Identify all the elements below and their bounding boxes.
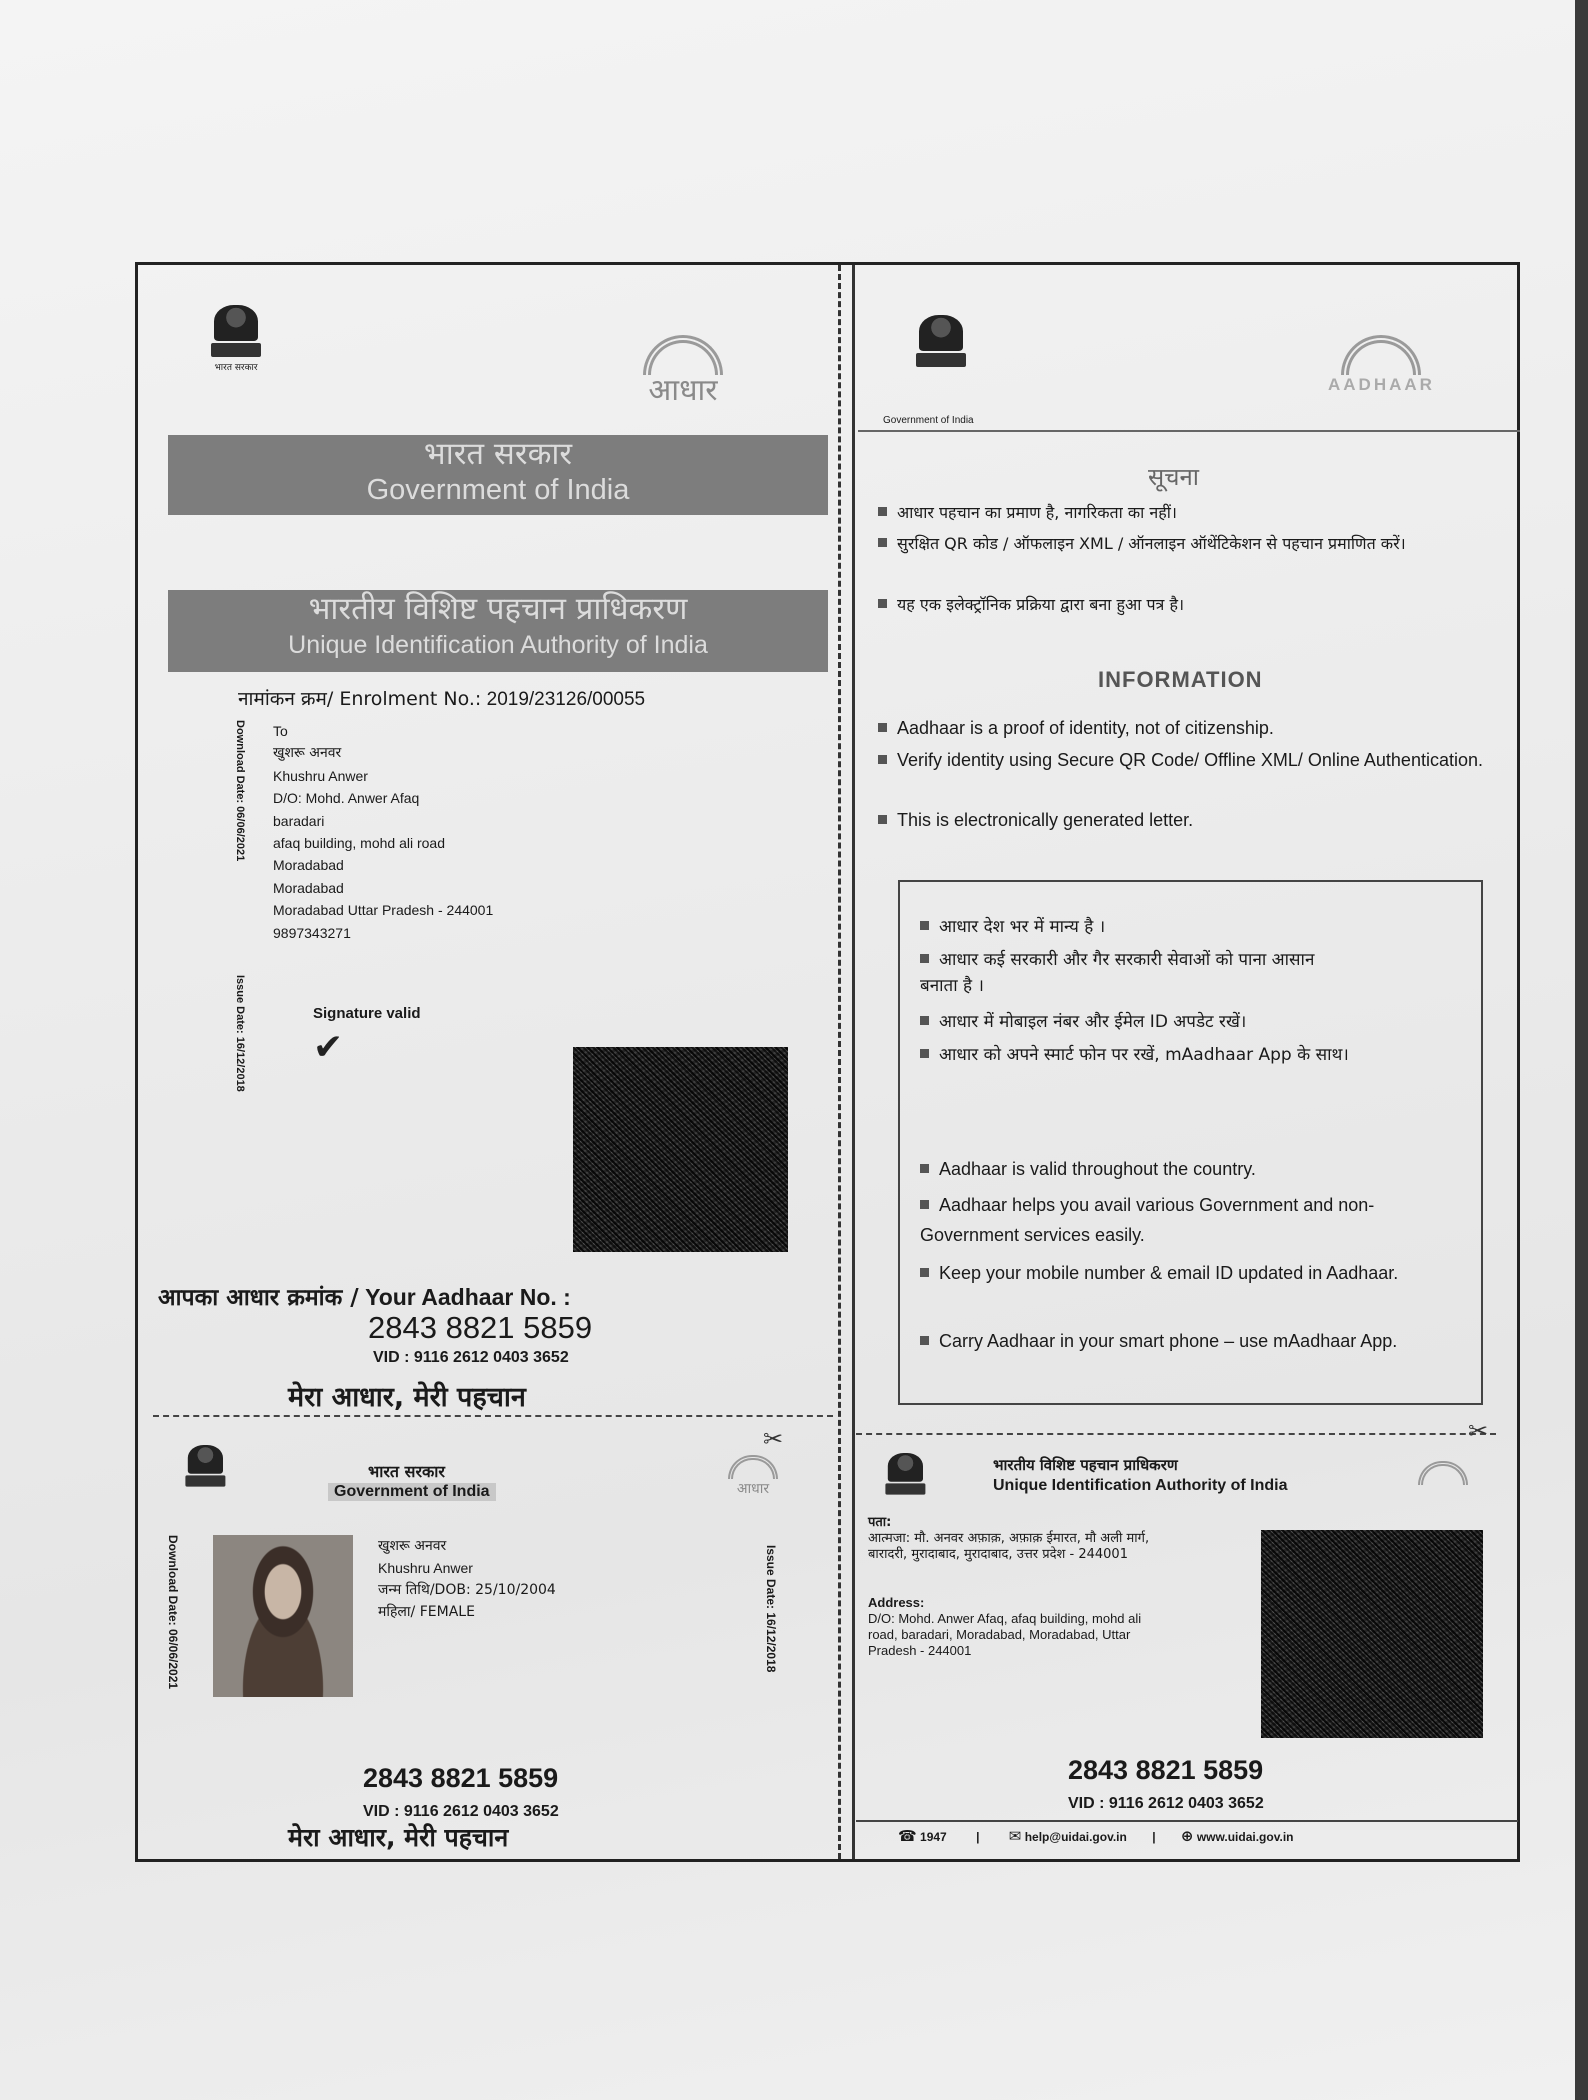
card-aadhaar-number: 2843 8821 5859	[363, 1763, 559, 1793]
footer-rule	[856, 1820, 1518, 1822]
uidai-title-hindi: भारतीय विशिष्ट पहचान प्राधिकरण	[308, 591, 688, 627]
uidai-title-english: Unique Identification Authority of India	[288, 631, 708, 659]
helpline-email: help@uidai.gov.in	[1024, 1830, 1127, 1844]
aadhaar-logo: आधार	[643, 335, 723, 407]
tagline: मेरा आधार, मेरी पहचान	[288, 1382, 526, 1413]
card-vid: VID : 9116 2612 0403 3652	[363, 1803, 559, 1820]
back-vid: VID : 9116 2612 0403 3652	[1068, 1795, 1264, 1812]
header-rule	[858, 430, 1520, 432]
info-box	[898, 880, 1483, 1405]
box-item-english: Carry Aadhaar in your smart phone – use mAadhaar App.	[920, 1326, 1400, 1356]
signature-label: Signature valid	[313, 1005, 421, 1022]
card-holder-details	[378, 1535, 556, 1623]
info-item: Aadhaar is a proof of identity, not of citizenship.	[878, 713, 1488, 743]
back-emblem-icon	[883, 1453, 928, 1495]
info-item: This is electronically generated letter.	[878, 805, 1488, 835]
notice-item: सुरक्षित QR कोड / ऑफलाइन XML / ऑनलाइन ऑथेंटिकेशन से पहचान प्रमाणित करें।	[878, 530, 1478, 558]
back-fingerprint-icon	[1418, 1461, 1468, 1485]
helpline-website: www.uidai.gov.in	[1196, 1830, 1294, 1844]
qr-code	[573, 1047, 788, 1252]
box-item-hindi: आधार में मोबाइल नंबर और ईमेल ID अपडेट रखें।	[920, 1007, 1460, 1037]
right-aadhaar-logo: AADHAAR	[1328, 335, 1435, 395]
back-uidai-hindi: भारतीय विशिष्ट पहचान प्राधिकरण	[993, 1456, 1178, 1474]
notice-item: यह एक इलेक्ट्रॉनिक प्रक्रिया द्वारा बना हुआ पत्र है।	[878, 590, 1478, 620]
box-item-hindi: आधार कई सरकारी और गैर सरकारी सेवाओं को पाना आसान बनाता है ।	[920, 947, 1340, 999]
holder-name-hindi: खुशरू अनवर	[378, 1538, 447, 1554]
national-emblem-icon: भारत सरकार	[208, 305, 264, 373]
back-address-hindi: पता: आत्मजा: मौ. अनवर अफ़ाक़, अफ़ाक़ ईमारत, मौ अली मार्ग, बारादरी, मुरादाबाद, मुरादाबाद, उत्तर प्रदेश - 244001	[868, 1515, 1150, 1562]
card-gov-english: Government of India	[328, 1483, 496, 1501]
right-emblem-caption: Government of India	[883, 415, 974, 426]
vid-number: VID : 9116 2612 0403 3652	[373, 1349, 569, 1366]
gov-band	[168, 435, 828, 515]
gov-title-english: Government of India	[366, 474, 630, 506]
card-emblem-icon	[183, 1445, 228, 1487]
checkmark-icon: ✔	[313, 1027, 344, 1068]
back-qr-code	[1261, 1530, 1483, 1738]
back-aadhaar-number: 2843 8821 5859	[1068, 1755, 1264, 1785]
holder-gender: महिला/ FEMALE	[378, 1604, 475, 1620]
box-item-english: Aadhaar helps you avail various Government and non-Government services easily.	[920, 1190, 1440, 1250]
globe-icon: ⊕	[1180, 1827, 1194, 1845]
right-scissors-icon: ✂	[1468, 1417, 1489, 1445]
fingerprint-icon	[643, 335, 723, 375]
notice-item: आधार पहचान का प्रमाण है, नागरिकता का नहीं।	[878, 498, 1478, 528]
info-title: INFORMATION	[1098, 667, 1263, 692]
gov-title-hindi: भारत सरकार	[423, 436, 573, 472]
helpline-phone: 1947	[920, 1830, 947, 1844]
holder-photo	[213, 1535, 353, 1697]
back-uidai-english: Unique Identification Authority of India	[993, 1477, 1288, 1494]
download-date: Download Date: 06/06/2021	[234, 720, 246, 862]
enrolment-number: 2019/23126/00055	[486, 689, 646, 710]
holder-name-english: Khushru Anwer	[378, 1560, 473, 1576]
card-tagline: मेरा आधार, मेरी पहचान	[288, 1823, 509, 1852]
right-cut-line	[856, 1433, 1496, 1435]
mail-icon: ✉	[1008, 1827, 1022, 1845]
enrolment-line: नामांकन क्रम/ Enrolment No.: 2019/23126/00055	[238, 688, 646, 710]
phone-icon: ☎	[898, 1827, 917, 1845]
info-item: Verify identity using Secure QR Code/ Offline XML/ Online Authentication.	[878, 745, 1488, 775]
back-address-english: Address: D/O: Mohd. Anwer Afaq, afaq building, mohd ali road, baradari, Moradabad, Moradabad, Uttar Pradesh - 244001	[868, 1595, 1142, 1658]
aadhaar-letter	[135, 262, 1520, 1862]
right-fingerprint-icon	[1341, 335, 1421, 375]
card-gov-hindi: भारत सरकार	[368, 1462, 445, 1481]
scissors-icon: ✂	[763, 1425, 784, 1453]
fold-line-solid	[852, 265, 855, 1859]
notice-title: सूचना	[1148, 463, 1199, 491]
card-fingerprint-icon	[728, 1455, 778, 1479]
card-aadhaar-logo: आधार	[728, 1455, 778, 1498]
aadhaar-number-label: आपका आधार क्रमांक / Your Aadhaar No. :	[158, 1284, 571, 1311]
box-item-english: Aadhaar is valid throughout the country.	[920, 1154, 1460, 1184]
box-item-english: Keep your mobile number & email ID updated in Aadhaar.	[920, 1258, 1420, 1288]
uidai-band	[168, 590, 828, 672]
cut-line	[153, 1415, 833, 1417]
card-issue-date: Issue Date: 16/12/2018	[764, 1545, 778, 1673]
back-aadhaar-logo	[1418, 1461, 1468, 1485]
fold-line	[838, 265, 841, 1859]
issue-date: Issue Date: 16/12/2018	[234, 975, 246, 1092]
card-download-date: Download Date: 06/06/2021	[166, 1535, 180, 1690]
aadhaar-number: 2843 8821 5859	[368, 1310, 593, 1345]
recipient-address: To खुशरू अनवर Khushru Anwer D/O: Mohd. Anwer Afaq baradari afaq building, mohd ali road Moradabad Moradabad Moradabad Uttar Pradesh - 244001 9897343271	[273, 723, 494, 941]
holder-dob: जन्म तिथि/DOB: 25/10/2004	[378, 1582, 556, 1598]
right-emblem-icon	[913, 315, 969, 367]
box-item-hindi: आधार देश भर में मान्य है ।	[920, 912, 1460, 942]
box-item-hindi: आधार को अपने स्मार्ट फोन पर रखें, mAadhaar App के साथ।	[920, 1042, 1420, 1068]
helpline-footer: ☎ 1947 | ✉ help@uidai.gov.in | ⊕ www.uidai.gov.in	[898, 1827, 1294, 1845]
